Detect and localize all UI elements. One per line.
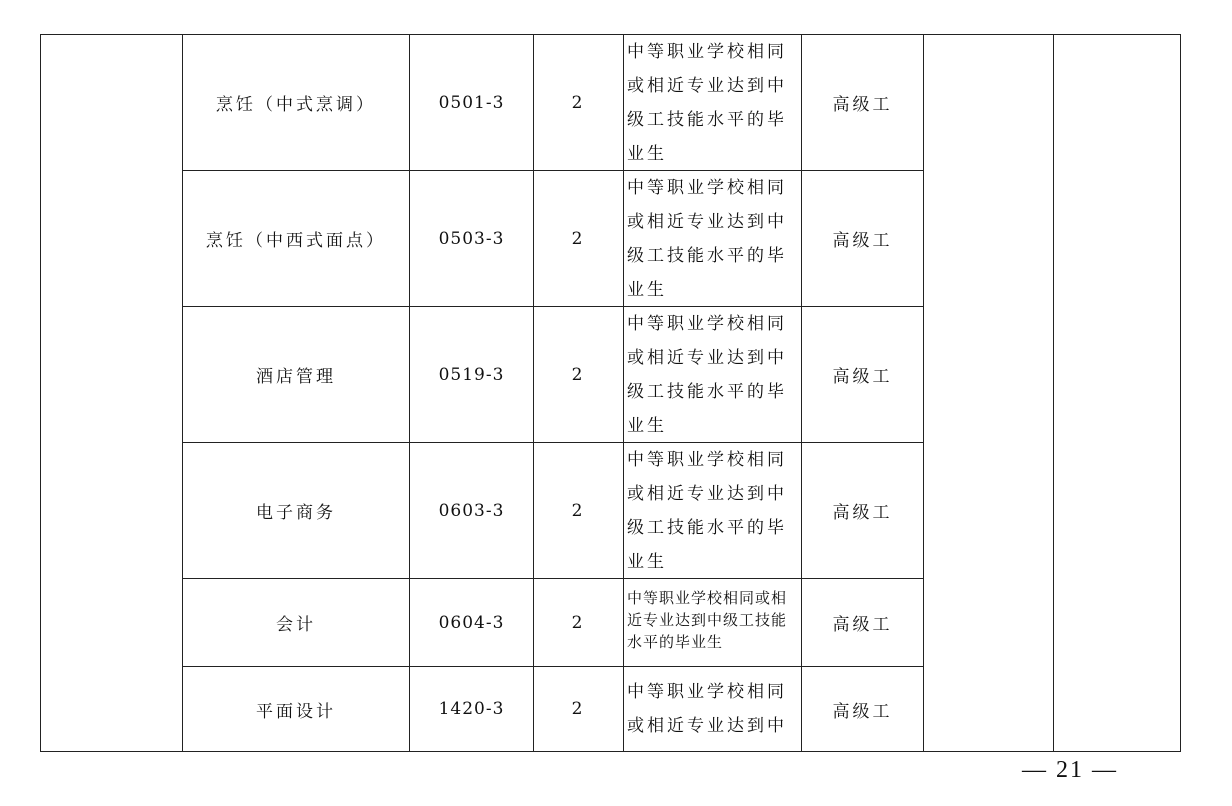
table-right-border <box>1180 34 1181 752</box>
study-years: 2 <box>571 699 586 719</box>
skill-level: 高级工 <box>832 503 893 523</box>
major-code: 0603-3 <box>438 500 505 521</box>
major-name: 酒店管理 <box>256 367 336 387</box>
table-bottom-border <box>40 751 1180 752</box>
skill-level: 高级工 <box>832 701 893 722</box>
table-row <box>183 35 409 170</box>
enrollment-requirement: 中等职业学校相同或相近专业达到中级工技能水平的毕业生 <box>627 589 788 651</box>
table-row <box>183 443 409 578</box>
major-code: 1420-3 <box>438 699 505 719</box>
major-code: 0604-3 <box>438 612 505 633</box>
page-number: — 21 — <box>1022 757 1118 783</box>
study-years: 2 <box>571 92 586 113</box>
major-name: 烹饪（中式烹调） <box>216 95 376 115</box>
major-name: 电子商务 <box>256 503 336 523</box>
major-name: 会计 <box>276 615 316 635</box>
skill-level: 高级工 <box>832 95 893 115</box>
column-divider <box>923 34 924 752</box>
study-years: 2 <box>571 228 586 249</box>
enrollment-requirement: 中等职业学校相同或相近专业达到中级工技能水平的毕业生 <box>627 450 787 572</box>
skill-level: 高级工 <box>832 615 893 635</box>
enrollment-requirement: 中等职业学校相同或相近专业达到中级工技能水平的毕业生 <box>627 178 787 300</box>
table-left-border <box>40 34 41 752</box>
column-divider <box>1053 34 1054 752</box>
study-years: 2 <box>571 612 586 633</box>
major-name: 平面设计 <box>256 701 336 722</box>
study-years: 2 <box>571 364 586 385</box>
column-divider <box>623 34 624 752</box>
enrollment-requirement: 中等职业学校相同或相近专业达到中 <box>627 682 787 736</box>
study-years: 2 <box>571 500 586 521</box>
skill-level: 高级工 <box>832 367 893 387</box>
major-name: 烹饪（中西式面点） <box>206 231 386 251</box>
skill-level: 高级工 <box>832 231 893 251</box>
table-row <box>183 579 409 666</box>
major-code: 0519-3 <box>438 364 505 385</box>
major-code: 0501-3 <box>438 92 505 113</box>
major-code: 0503-3 <box>438 228 505 249</box>
table-row <box>183 171 409 306</box>
enrollment-requirement: 中等职业学校相同或相近专业达到中级工技能水平的毕业生 <box>627 42 787 164</box>
enrollment-requirement: 中等职业学校相同或相近专业达到中级工技能水平的毕业生 <box>627 314 787 436</box>
table-row <box>183 667 409 751</box>
table-row <box>183 307 409 442</box>
